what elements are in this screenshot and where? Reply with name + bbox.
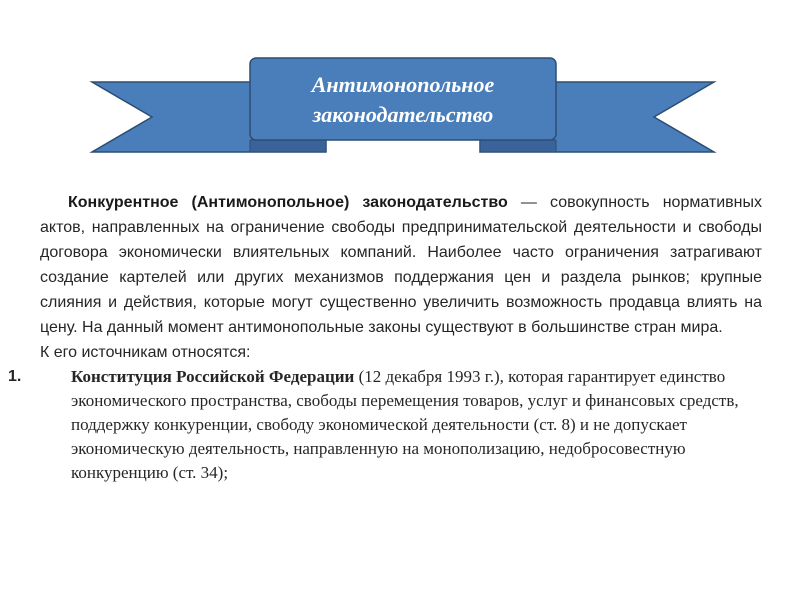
list-item [8,365,762,485]
slide-body [8,190,763,485]
banner-title [258,70,548,130]
sources-intro: К его источникам относятся: [40,344,251,361]
defined-term: Конкурентное (Антимонопольное) законодательство [68,194,508,211]
ribbon-left-fold [250,140,326,152]
list-item-title: Конституция Российской Федерации [71,367,355,386]
list-item-number: 1. [8,368,22,385]
list-item-text: (12 декабря 1993 г.), которая гарантирует единство экономического пространства, свободы перемещения товаров, услуг и финансовых средств, поддержку конкуренции, свободу экономической деятельности (ст. 8) и не допускает экономическую деятельность, направленную на монополизацию, недобросовестную конкуренцию (ст. 34); [71,367,739,482]
banner-title-line1: Антимонопольное [311,72,495,97]
definition-paragraph [40,190,762,340]
banner-title-line2: законодательство [312,102,494,127]
definition-text: — совокупность нормативных актов, направленных на ограничение свободы предпринимательской деятельности и свободы договора экономически влиятельных компаний. Наиболее часто ограничения затрагивают создание картелей или других механизмов поддержания цен и раздела рынков; крупные слияния и действия, которые могут существенно увеличить возможность продавца влиять на цену. На данный момент антимонопольные законы существуют в большинстве стран мира. [40,194,763,336]
ribbon-right-fold [480,140,556,152]
